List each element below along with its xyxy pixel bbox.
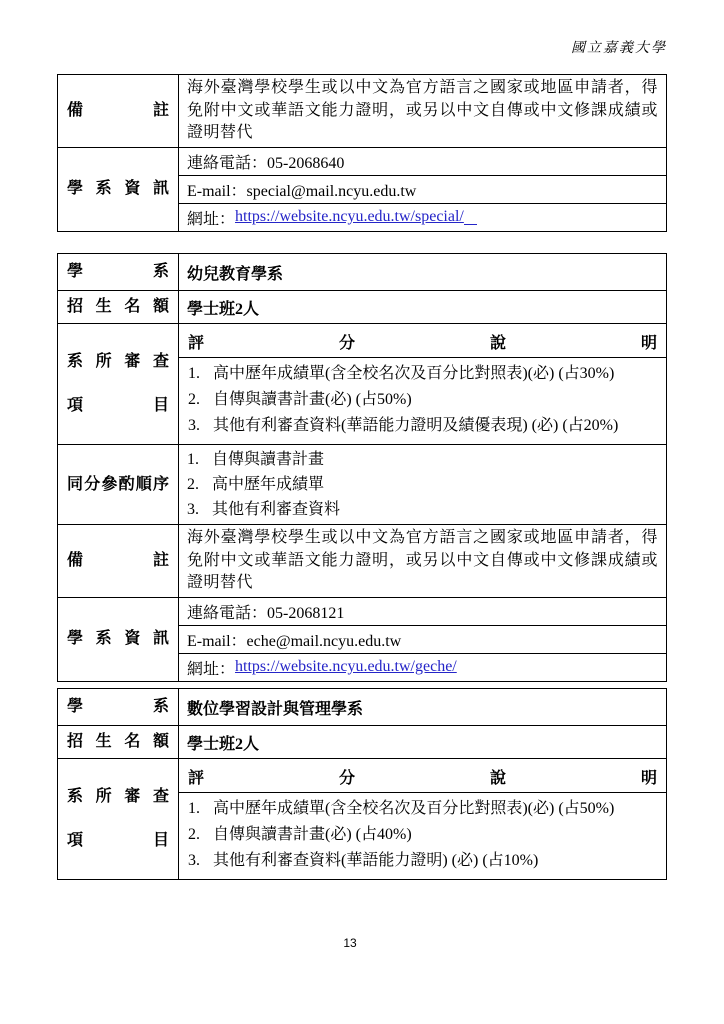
dept-label-cell	[58, 689, 179, 725]
dept-info-label-cell	[58, 148, 179, 231]
table-row-dept	[58, 254, 666, 290]
list-item-number: 1.	[188, 365, 200, 382]
table-row-quota	[58, 290, 666, 323]
remark-label: 備註	[67, 551, 169, 569]
quota-label: 招生名額	[67, 733, 169, 750]
dept-name-value: 數位學習設計與管理學系	[187, 700, 364, 718]
remark-label-cell	[58, 75, 179, 147]
review-label-cell	[58, 324, 179, 444]
table-row-dept-info	[58, 147, 666, 231]
list-item-number: 3.	[188, 852, 200, 869]
score-items-list	[179, 358, 666, 444]
list-item-text: 其他有利審查資料(華語能力證明及績優表現) (必) (占20%)	[213, 417, 619, 434]
score-items-list	[179, 793, 666, 879]
remark-text: 海外臺灣學校學生或以中文為官方語言之國家或地區申請者，得免附中文或華語文能力證明，或另以中文自傳或中文修課成績或證明替代	[187, 529, 658, 591]
review-label-line1: 系所審查	[67, 352, 169, 370]
list-item-text: 其他有利審查資料(華語能力證明) (必) (占10%)	[213, 852, 539, 869]
review-label-line1: 系所審查	[67, 787, 169, 805]
dept-info-label: 學系資訊	[67, 630, 169, 647]
list-item-text: 自傳與讀書計畫	[212, 451, 325, 468]
review-label-line2: 項目	[67, 832, 169, 850]
table-row-quota	[58, 725, 666, 758]
website-link[interactable]: https://website.ncyu.edu.tw/special/	[235, 208, 464, 225]
table-dept-elearning	[57, 688, 667, 880]
email-value: E-mail：eche@mail.ncyu.edu.tw	[179, 625, 666, 653]
phone-value: 連絡電話：05-2068121	[187, 604, 345, 622]
table-dept-special-info	[57, 74, 667, 232]
dept-label: 學系	[67, 263, 169, 280]
table-row-remark	[58, 524, 666, 597]
review-label-cell	[58, 759, 179, 879]
list-item-text: 其他有利審查資料	[212, 501, 341, 518]
list-item-number: 3.	[188, 417, 200, 434]
table-row-dept	[58, 689, 666, 725]
table-row-remark	[58, 75, 666, 147]
tiebreak-label: 同分參酌順序	[67, 475, 169, 493]
table-row-review-criteria	[58, 323, 666, 444]
remark-label: 備註	[67, 101, 169, 119]
list-item	[188, 822, 658, 848]
list-item	[187, 472, 658, 497]
dept-label-cell	[58, 254, 179, 290]
list-item-number: 2.	[188, 391, 200, 408]
website-row	[179, 203, 666, 231]
remark-text: 海外臺灣學校學生或以中文為官方語言之國家或地區申請者，得免附中文或華語文能力證明，或另以中文自傳或中文修課成績或證明替代	[187, 79, 658, 141]
list-item-number: 2.	[188, 826, 200, 843]
list-item	[188, 361, 658, 387]
list-item-number: 1.	[187, 451, 199, 468]
list-item	[188, 387, 658, 413]
table-dept-early-childhood	[57, 253, 667, 682]
website-prefix: 網址：	[187, 660, 236, 678]
list-item	[188, 796, 658, 822]
quota-label: 招生名額	[67, 298, 169, 315]
review-label-line2: 項目	[67, 397, 169, 415]
list-item-number: 3.	[187, 501, 199, 518]
quota-label-cell	[58, 726, 179, 758]
list-item-text: 高中歷年成績單(含全校名次及百分比對照表)(必) (占50%)	[213, 800, 615, 817]
remark-label-cell	[58, 525, 179, 597]
list-item-text: 自傳與讀書計畫(必) (占40%)	[213, 826, 412, 843]
score-header: 評分說明	[179, 324, 666, 358]
score-header: 評分說明	[179, 759, 666, 793]
dept-name-value: 幼兒教育學系	[187, 265, 284, 283]
dept-label: 學系	[67, 698, 169, 715]
dept-info-label: 學系資訊	[67, 180, 169, 197]
website-row	[179, 653, 666, 681]
email-value: E-mail：special@mail.ncyu.edu.tw	[179, 175, 666, 203]
list-item-text: 高中歷年成績單	[212, 476, 325, 493]
quota-label-cell	[58, 291, 179, 323]
website-link[interactable]: https://website.ncyu.edu.tw/geche/	[235, 658, 457, 675]
link-underline-tail	[464, 209, 477, 225]
page-number: 13	[343, 936, 357, 950]
page-header-university-name: 國立嘉義大學	[571, 41, 667, 56]
list-item	[187, 497, 658, 522]
dept-info-label-cell	[58, 598, 179, 681]
website-prefix: 網址：	[187, 210, 236, 228]
tiebreak-label-cell	[58, 445, 179, 524]
table-row-review-criteria	[58, 758, 666, 879]
table-row-dept-info	[58, 597, 666, 681]
quota-value: 學士班2人	[187, 735, 260, 753]
list-item-text: 自傳與讀書計畫(必) (占50%)	[213, 391, 412, 408]
list-item	[188, 848, 658, 874]
table-row-tiebreak	[58, 444, 666, 524]
phone-value: 連絡電話：05-2068640	[187, 154, 345, 172]
list-item-text: 高中歷年成績單(含全校名次及百分比對照表)(必) (占30%)	[213, 365, 615, 382]
list-item	[188, 413, 658, 439]
list-item	[187, 447, 658, 472]
quota-value: 學士班2人	[187, 300, 260, 318]
list-item-number: 1.	[188, 800, 200, 817]
list-item-number: 2.	[187, 476, 199, 493]
